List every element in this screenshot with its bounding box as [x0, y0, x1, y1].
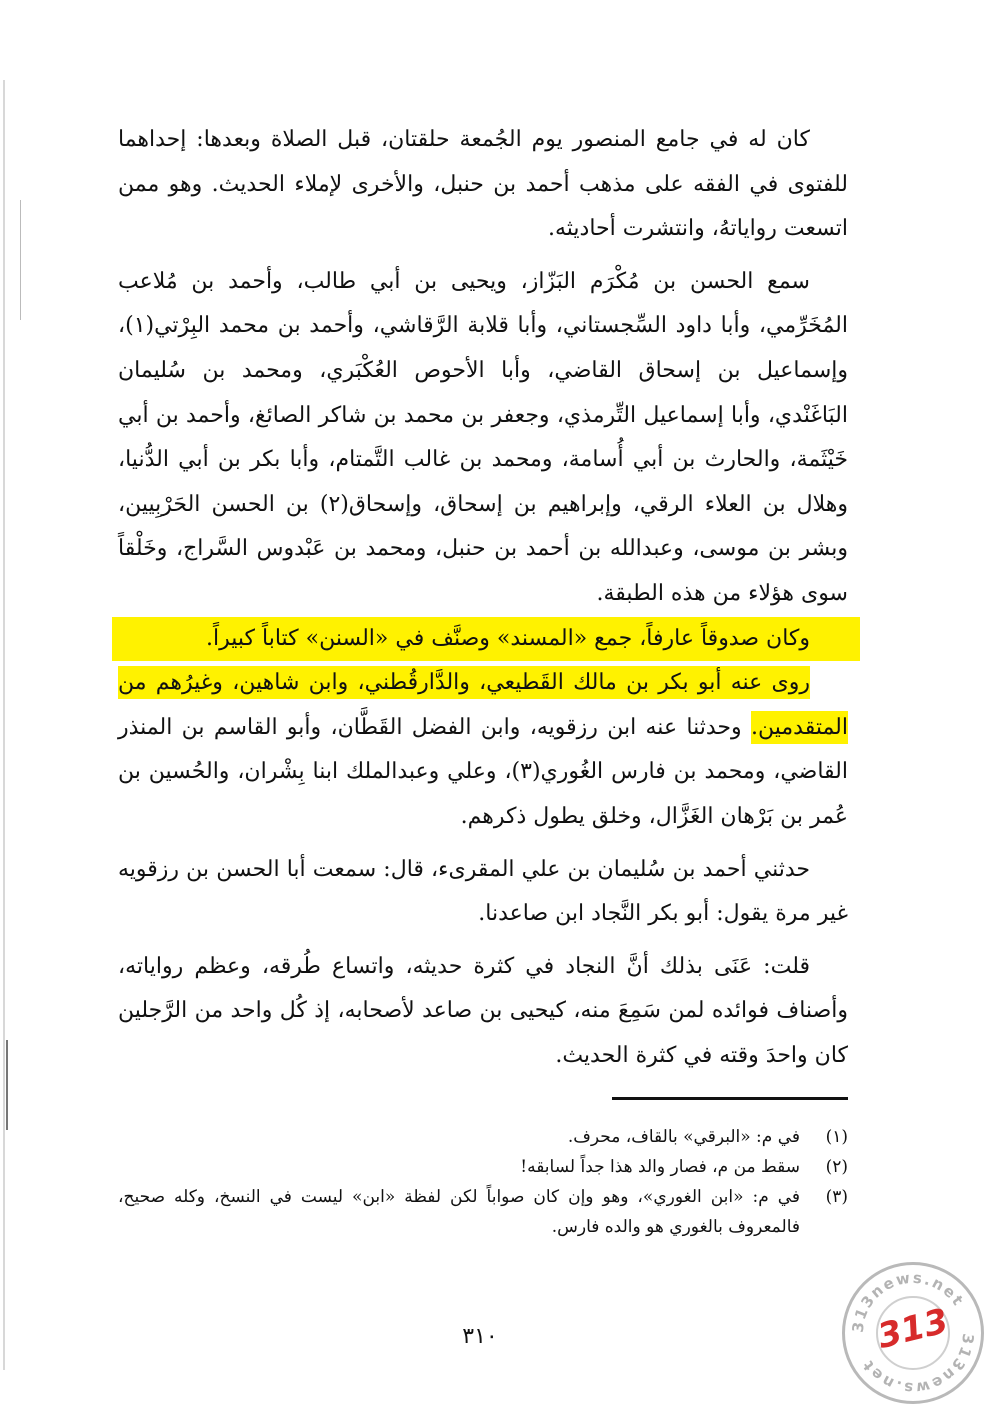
footnote-divider	[612, 1097, 848, 1100]
scan-left-edge	[3, 80, 5, 1370]
footnote	[118, 1122, 848, 1152]
footnotes	[118, 1122, 848, 1242]
scan-margin-mark	[20, 200, 21, 320]
stamp-ring-text: 313news.net	[858, 1332, 978, 1398]
paragraph	[118, 661, 848, 839]
footnote-number: (٢)	[825, 1157, 848, 1177]
scan-margin-mark	[6, 1040, 8, 1130]
highlighted-text: روى عنه أبو بكر بن مالك القَطيعي، والدَّارقُطني، وابن شاهين، وغيرُهم من المتقدمين.	[118, 666, 848, 744]
paragraph-continuation: وحدثنا عنه ابن رزقويه، وابن الفضل القَطَّان، وأبو القاسم بن المنذر القاضي، ومحمد بن فارس الغُوري(٣)، وعلي وعبدالملك ابنا بِشْران، والحُسين بن عُمر بن بَرْهان الغَزَّال، وخلق يطول ذكرهم.	[118, 714, 848, 829]
watermark-stamp	[842, 1262, 984, 1404]
main-text	[118, 118, 848, 1078]
footnote	[118, 1182, 848, 1242]
highlighted-paragraph: وكان صدوقاً عارفاً، جمع «المسند» وصنَّف في «السنن» كتاباً كبيراً.	[206, 625, 810, 651]
footnote-number: (٣)	[825, 1187, 848, 1207]
paragraph: سمع الحسن بن مُكْرَم البَزّاز، ويحيى بن أبي طالب، وأحمد بن مُلاعب المُخَرِّمي، وأبا داود السِّجستاني، وأبا قلابة الرَّقاشي، وأحمد بن محمد البِرْتي(١)، وإسماعيل بن إسحاق القاضي، وأبا الأحوص العُكْبَري، ومحمد بن سُليمان البَاغَنْدي، وأبا إسماعيل التِّرمذي، وجعفر بن محمد بن شاكر الصائغ، وأحمد بن أبي خَيْثَمة، والحارث بن أبي أُسامة، ومحمد بن غالب التَّمتام، وأبا بكر بن أبي الدُّنيا، وهلال بن العلاء الرقي، وإبراهيم بن إسحاق، وإسحاق(٢) بن الحسن الحَرْبِيين، وبشر بن موسى، وعبدالله بن أحمد بن حنبل، ومحمد بن عَبْدوس السَّراج، وخَلْقاً سوى هؤلاء من هذه الطبقة.	[118, 268, 848, 606]
footnote-number: (١)	[825, 1127, 848, 1147]
highlighted-region	[112, 617, 860, 662]
footnote-text: سقط من م، فصار والد هذا جداً لسابقه!	[520, 1157, 800, 1177]
footnote-text: في م: «البرقي» بالقاف، محرف.	[567, 1127, 800, 1147]
footnote-text: في م: «ابن الغوري»، وهو وإن كان صواباً لكن لفظة «ابن» ليست في النسخ، وكله صحيح، فالمعروف بالغوري هو والده فارس.	[118, 1187, 800, 1237]
stamp-number: 313	[873, 1301, 953, 1357]
paragraph: كان له في جامع المنصور يوم الجُمعة حلقتان، قبل الصلاة وبعدها: إحداهما للفتوى في الفقه على مذهب أحمد بن حنبل، والأخرى لإملاء الحديث. وهو ممن اتسعت رواياتهُ، وانتشرت أحاديثه.	[118, 127, 848, 242]
paragraph: قلت: عَنَى بذلك أنَّ النجاد في كثرة حديثه، واتساع طُرقه، وعظم رواياته، وأصناف فوائده لمن سَمِعَ منه، كيحيى بن صاعد لأصحابه، إذ كُل واحد من الرَّجلين كان واحدَ وقته في كثرة الحديث.	[118, 953, 848, 1068]
paragraph: حدثني أحمد بن سُليمان بن علي المقرىء، قال: سمعت أبا الحسن بن رزقويه غير مرة يقول: أبو بكر النَّجاد ابن صاعدنا.	[118, 856, 848, 927]
footnote	[118, 1152, 848, 1182]
page-number: ٣١٠	[462, 1324, 498, 1349]
stamp-ring-text: 313news.net	[848, 1268, 968, 1334]
